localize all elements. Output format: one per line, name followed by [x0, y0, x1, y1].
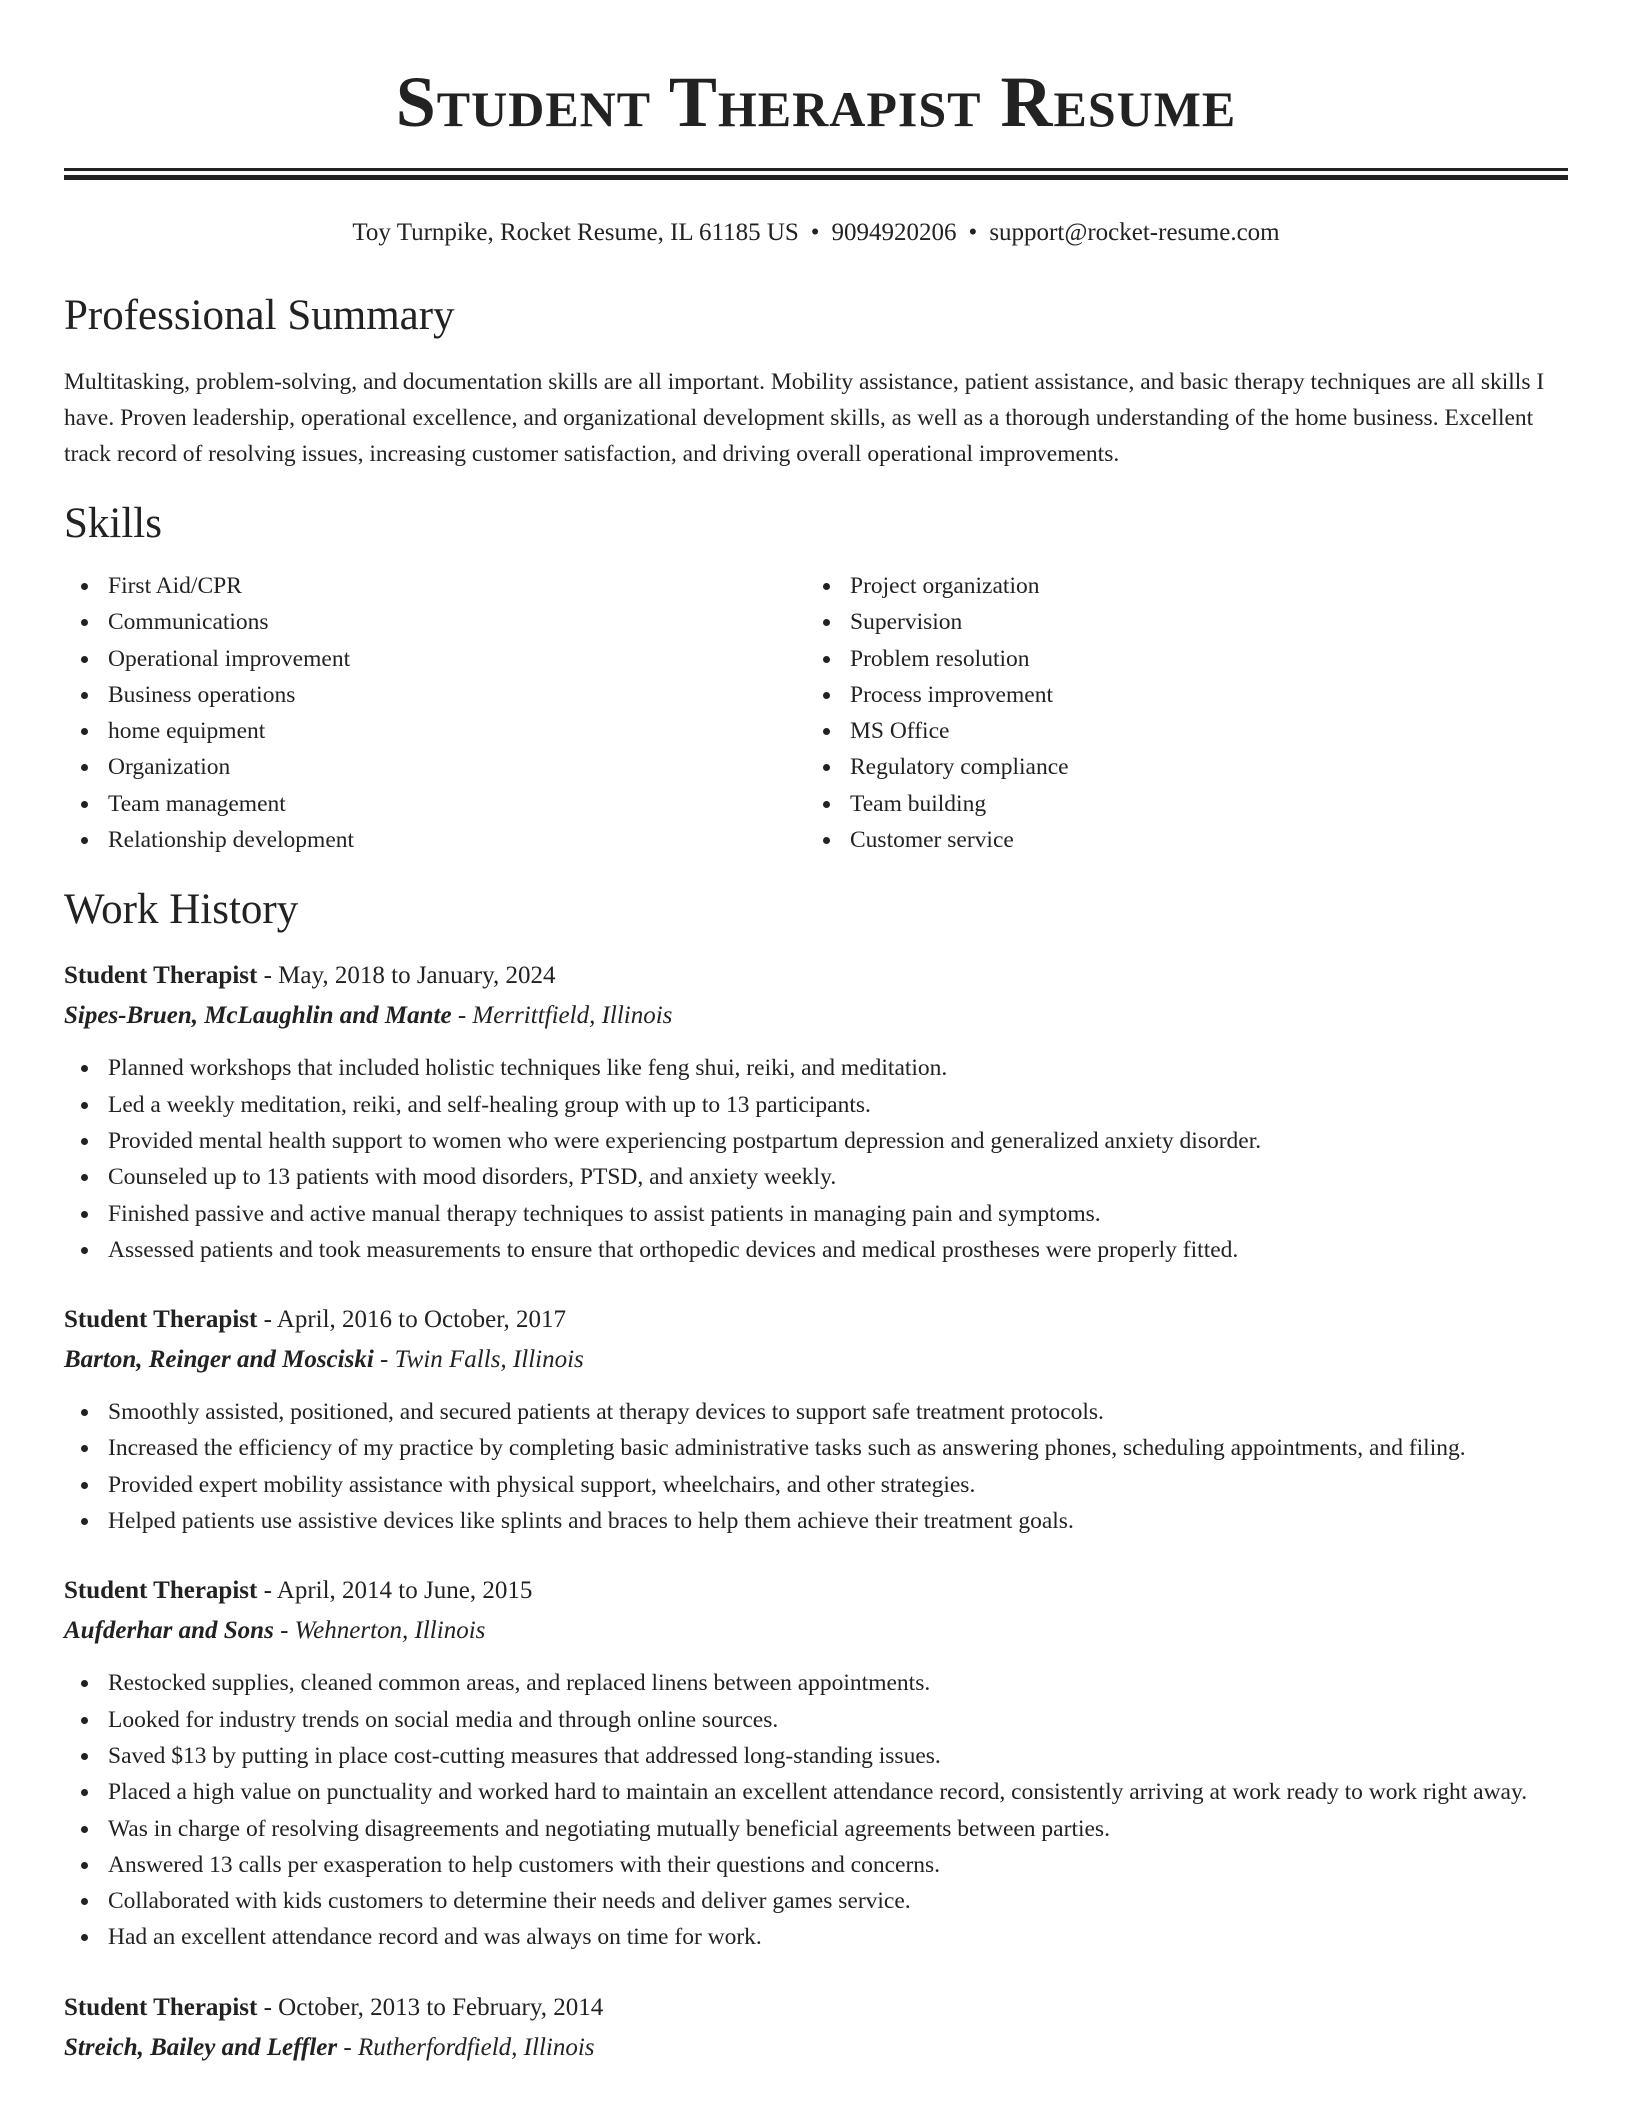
- skill-item: Organization: [64, 749, 806, 785]
- job-header: [64, 1571, 1568, 1611]
- summary-heading: Professional Summary: [64, 292, 455, 339]
- job-duty: Counseled up to 13 patients with mood disorders, PTSD, and anxiety weekly.: [64, 1159, 1568, 1195]
- skill-item: Business operations: [64, 677, 806, 713]
- job-duty: Provided expert mobility assistance with physical support, wheelchairs, and other strategies.: [64, 1467, 1568, 1503]
- company-location: - Wehnerton, Illinois: [273, 1617, 486, 1645]
- skill-item: Customer service: [806, 822, 1548, 858]
- skill-item: Project organization: [806, 568, 1548, 604]
- skill-item: MS Office: [806, 713, 1548, 749]
- company-location: - Merrittfield, Illinois: [451, 1002, 673, 1030]
- skills-column-right: [806, 568, 1548, 858]
- job-company-line: [64, 1340, 1568, 1380]
- job-title: Student Therapist: [64, 962, 258, 990]
- company-location: - Rutherfordfield, Illinois: [337, 2033, 595, 2061]
- skill-item: Regulatory compliance: [806, 749, 1548, 785]
- job-duty: Planned workshops that included holistic techniques like feng shui, reiki, and meditation.: [64, 1050, 1568, 1086]
- job-company-line: [64, 996, 1568, 1036]
- job-duty: Finished passive and active manual therapy techniques to assist patients in managing pain and symptoms.: [64, 1196, 1568, 1232]
- job-company-line: [64, 1611, 1568, 1651]
- job-header: [64, 956, 1568, 996]
- job-title: Student Therapist: [64, 1993, 258, 2021]
- skill-item: Team management: [64, 786, 806, 822]
- job-duty: Answered 13 calls per exasperation to help customers with their questions and concerns.: [64, 1847, 1568, 1883]
- job-duty: Was in charge of resolving disagreements and negotiating mutually beneficial agreements between parties.: [64, 1811, 1568, 1847]
- job-duty: Had an excellent attendance record and was always on time for work.: [64, 1919, 1568, 1955]
- company-location: - Twin Falls, Illinois: [373, 1346, 584, 1374]
- job-duty: Assessed patients and took measurements to ensure that orthopedic devices and medical prostheses were properly fitted.: [64, 1232, 1568, 1268]
- company-name: Sipes-Bruen, McLaughlin and Mante: [64, 1002, 452, 1030]
- job-entry: [64, 956, 1568, 1268]
- job-dates: - April, 2014 to June, 2015: [257, 1577, 533, 1605]
- skills-column-left: [64, 568, 806, 858]
- job-entry: [64, 1988, 1568, 2068]
- job-duty: Restocked supplies, cleaned common areas, and replaced linens between appointments.: [64, 1665, 1568, 1701]
- job-duty: Smoothly assisted, positioned, and secured patients at therapy devices to support safe treatment protocols.: [64, 1394, 1568, 1430]
- company-name: Aufderhar and Sons: [64, 1617, 274, 1645]
- job-duty: Placed a high value on punctuality and worked hard to maintain an excellent attendance record, consistently arriving at work ready to work right away.: [64, 1774, 1568, 1810]
- job-dates: - May, 2018 to January, 2024: [257, 962, 556, 990]
- skill-item: First Aid/CPR: [64, 568, 806, 604]
- contact-email: support@rocket-resume.com: [989, 219, 1280, 246]
- title-divider: [64, 168, 1568, 180]
- job-duty: Led a weekly meditation, reiki, and self-healing group with up to 13 participants.: [64, 1087, 1568, 1123]
- skill-item: Operational improvement: [64, 641, 806, 677]
- company-name: Barton, Reinger and Mosciski: [64, 1346, 374, 1374]
- job-duties: [64, 1050, 1568, 1268]
- job-duty: Provided mental health support to women who were experiencing postpartum depression and generalized anxiety disorder.: [64, 1123, 1568, 1159]
- job-duty: Collaborated with kids customers to determine their needs and deliver games service.: [64, 1883, 1568, 1919]
- contact-separator: •: [810, 219, 820, 246]
- job-dates: - April, 2016 to October, 2017: [257, 1306, 567, 1334]
- summary-text: Multitasking, problem-solving, and documentation skills are all important. Mobility assistance, patient assistance, and basic therapy techniques are all skills I have. Proven leadership, operational excellence, and organizational development skills, as well as a thorough understanding of the home business. Excellent track record of resolving issues, increasing customer satisfaction, and driving overall operational improvements.: [64, 369, 1545, 467]
- contact-address: Toy Turnpike, Rocket Resume, IL 61185 US: [352, 219, 799, 246]
- job-duty: Saved $13 by putting in place cost-cutting measures that addressed long-standing issues.: [64, 1738, 1568, 1774]
- job-duty: Increased the efficiency of my practice by completing basic administrative tasks such as answering phones, scheduling appointments, and filing.: [64, 1430, 1568, 1466]
- skill-item: Supervision: [806, 604, 1548, 640]
- skill-item: Team building: [806, 786, 1548, 822]
- skills-list: [64, 568, 1568, 858]
- work-history-heading: Work History: [64, 886, 299, 934]
- job-title: Student Therapist: [64, 1577, 258, 1605]
- job-entry: [64, 1300, 1568, 1539]
- resume-title: Student Therapist Resume: [395, 62, 1237, 142]
- job-entry: [64, 1571, 1568, 1955]
- job-duty: Looked for industry trends on social media and through online sources.: [64, 1702, 1568, 1738]
- job-header: [64, 1988, 1568, 2028]
- skill-item: Communications: [64, 604, 806, 640]
- skills-heading: Skills: [64, 500, 162, 547]
- skill-item: Relationship development: [64, 822, 806, 858]
- company-name: Streich, Bailey and Leffler: [64, 2033, 338, 2061]
- contact-phone: 9094920206: [831, 219, 957, 246]
- job-dates: - October, 2013 to February, 2014: [257, 1993, 604, 2021]
- job-duties: [64, 1394, 1568, 1539]
- job-header: [64, 1300, 1568, 1340]
- job-title: Student Therapist: [64, 1306, 258, 1334]
- contact-separator: •: [968, 219, 978, 246]
- resume-page: [64, 0, 1568, 2068]
- skill-item: Process improvement: [806, 677, 1548, 713]
- job-company-line: [64, 2028, 1568, 2068]
- job-duties: [64, 1665, 1568, 1955]
- contact-line: [64, 216, 1568, 250]
- job-duty: Helped patients use assistive devices like splints and braces to help them achieve their treatment goals.: [64, 1503, 1568, 1539]
- skill-item: Problem resolution: [806, 641, 1548, 677]
- skill-item: home equipment: [64, 713, 806, 749]
